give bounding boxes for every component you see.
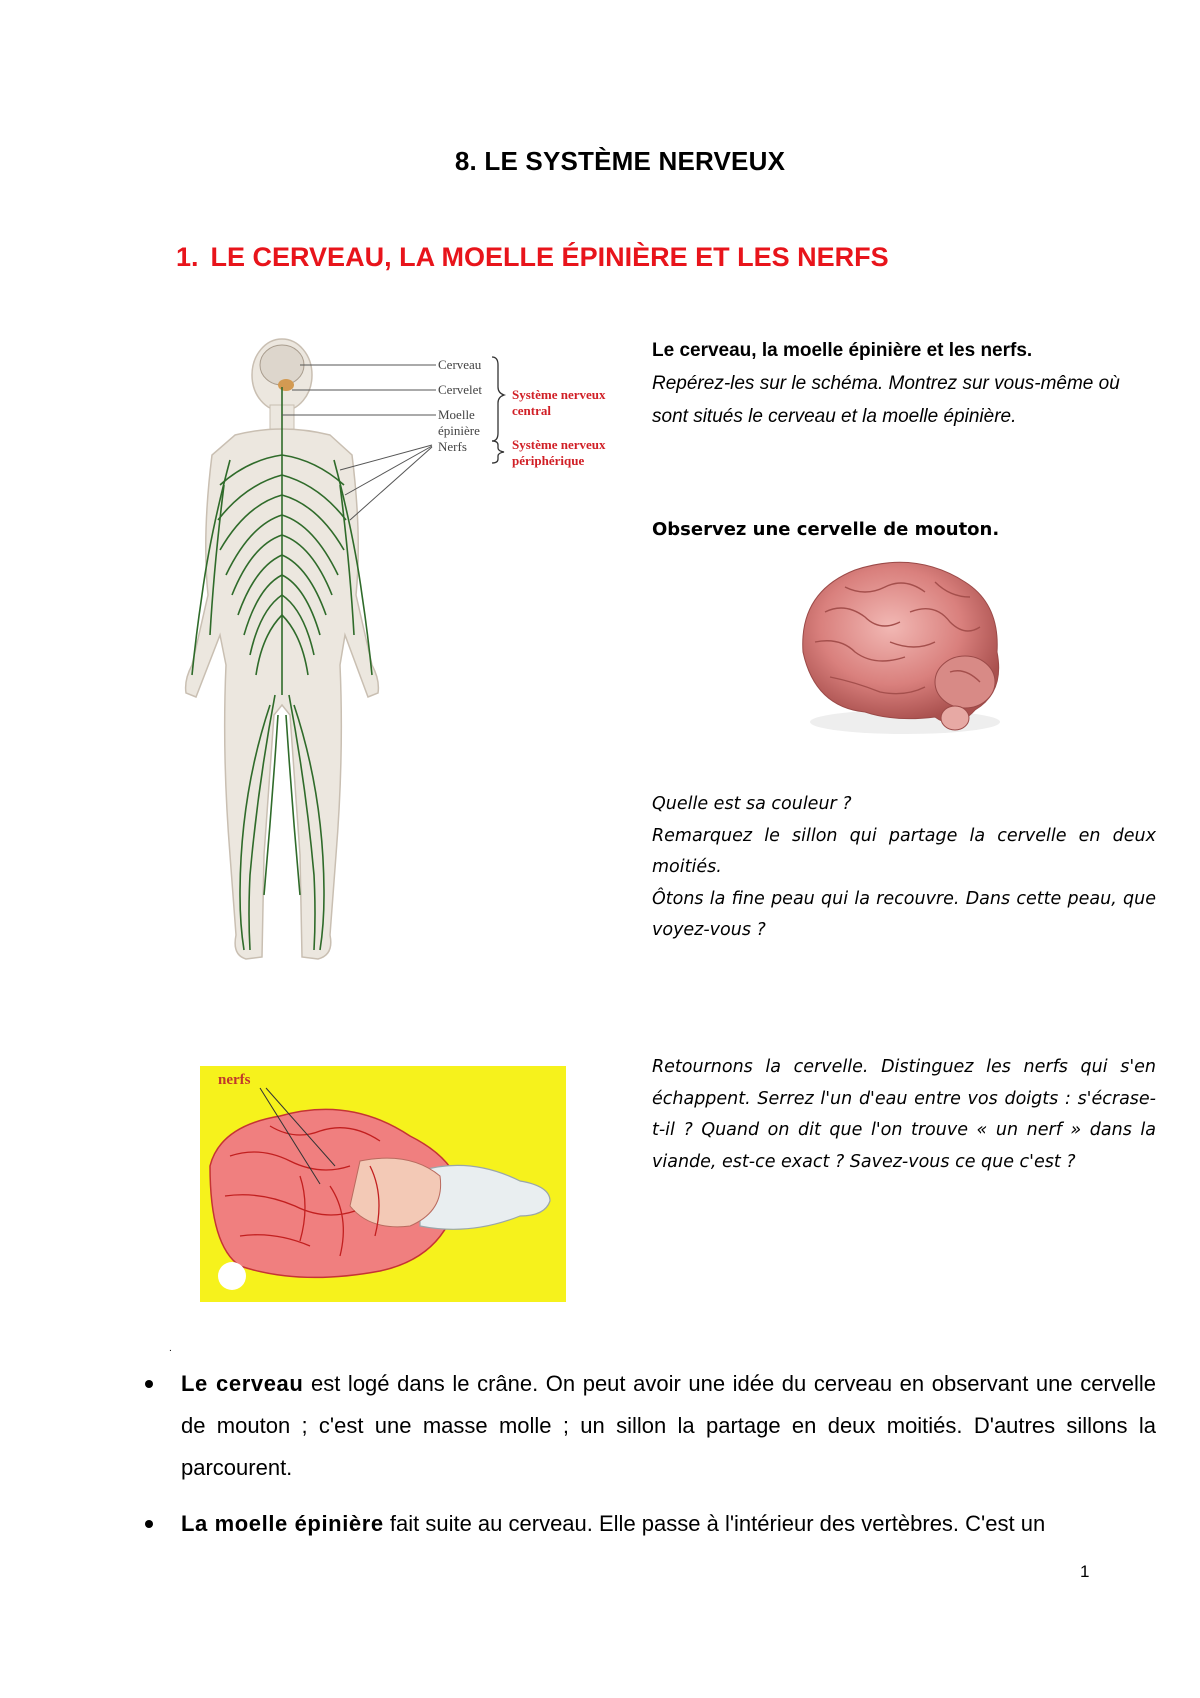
bullet-cerveau [140,1363,1156,1489]
brain-underside-nerves-figure [200,1066,566,1302]
nerves-label: nerfs [218,1072,251,1088]
label-moelle: Moelle [438,407,475,422]
central-brace [492,357,504,441]
question-2: Remarquez le sillon qui partage la cervelle en deux moitiés. [652,825,1156,877]
question-3: Ôtons la fine peau qui la recouvre. Dans cette peau, que voyez-vous ? [652,888,1156,940]
label-peripheral-1: Système nerveux [512,437,606,452]
intro-block [652,334,1156,433]
bullet-term: Le cerveau [181,1371,304,1396]
bullet-list [140,1363,1156,1559]
label-cerveau: Cerveau [438,357,482,372]
questions-block [652,789,1156,947]
section-number: 1. [176,242,199,272]
question-1: Quelle est sa couleur ? [652,794,852,814]
section-title: LE CERVEAU, LA MOELLE ÉPINIÈRE ET LES NERFS [210,242,889,272]
label-nerfs: Nerfs [438,439,467,454]
bullet-dot [145,1380,153,1388]
bullet-text: est logé dans le crâne. On peut avoir une idée du cerveau en observant une cervelle de mouton ; c'est une masse molle ; un sillon la partage en deux moitiés. D'autres sillons la parcourent. [181,1371,1157,1480]
nervous-system-diagram [140,335,640,985]
intro-heading: Le cerveau, la moelle épinière et les nerfs. [652,340,1033,361]
stray-mark: . [169,1343,172,1354]
label-peripheral-2: périphérique [512,453,585,468]
observe-heading: Observez une cervelle de mouton. [652,519,1000,540]
intro-instruction: Repérez-les sur le schéma. Montrez sur vous-même où sont situés le cerveau et la moelle épinière. [652,373,1120,427]
label-central-1: Système nerveux [512,387,606,402]
section-heading [176,242,889,273]
bullet-dot [145,1520,153,1528]
bullet-text: fait suite au cerveau. Elle passe à l'intérieur des vertèbres. C'est un [383,1511,1046,1536]
bullet-moelle [140,1503,1156,1545]
questions2-block: Retournons la cervelle. Distinguez les nerfs qui s'en échappent. Serrez l'un d'eau entre vos doigts : s'écrase-t-il ? Quand on dit que l'on trouve « un nerf » dans la viande, est-ce exact ? Savez-vous ce que c'est ? [652,1057,1156,1172]
document-title: 8. LE SYSTÈME NERVEUX [454,146,786,176]
label-central-2: central [512,403,551,418]
label-epiniere: épinière [438,423,480,438]
page-number: 1 [1080,1562,1090,1581]
sheep-brain-photo [785,542,1025,747]
label-cervelet: Cervelet [438,382,483,397]
bullet-term: La moelle épinière [181,1511,384,1536]
peripheral-brace [492,441,504,463]
